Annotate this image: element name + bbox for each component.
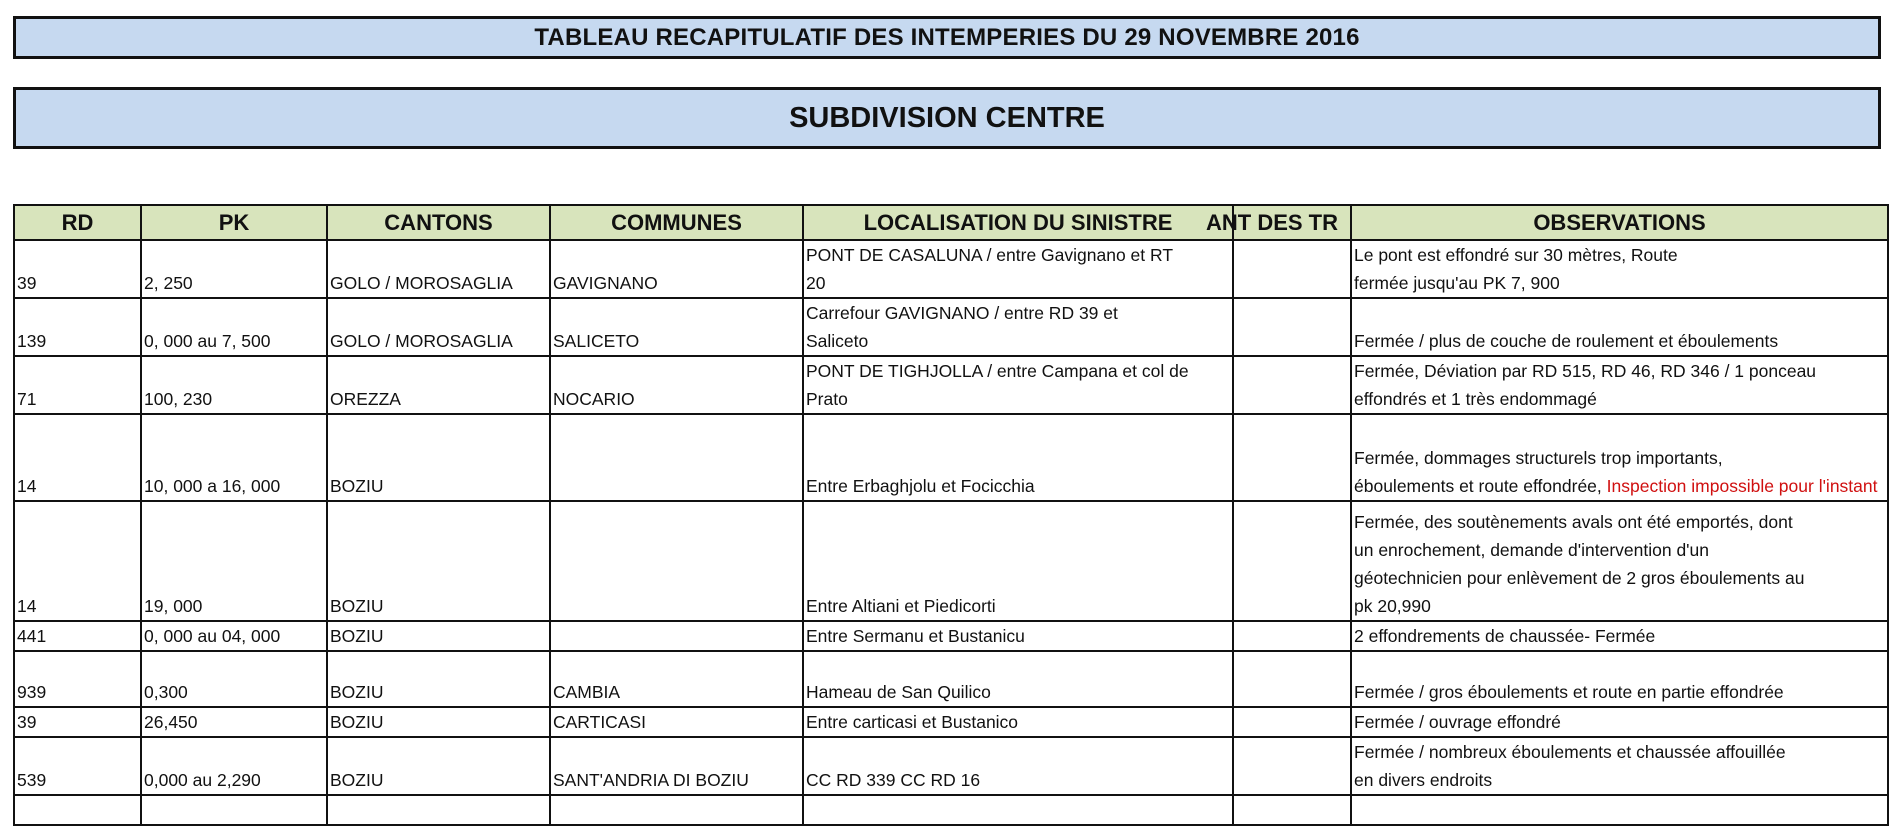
- observation-text: Fermée / plus de couche de roulement et éboulements: [1354, 331, 1779, 351]
- table-row: [14, 414, 1888, 501]
- cell-canton[interactable]: BOZIU: [327, 707, 550, 737]
- cell-rd[interactable]: 71: [14, 356, 141, 414]
- localisation-line: Entre Sermanu et Bustanicu: [806, 626, 1025, 646]
- column-header-communes[interactable]: COMMUNES: [550, 205, 803, 240]
- cell-canton[interactable]: BOZIU: [327, 737, 550, 795]
- cell-commune[interactable]: NOCARIO: [550, 356, 803, 414]
- cell-localisation[interactable]: [803, 240, 1233, 298]
- observation-text: géotechnicien pour enlèvement de 2 gros éboulements au: [1354, 568, 1805, 588]
- localisation-line: CC RD 339 CC RD 16: [806, 770, 981, 790]
- cell-observations[interactable]: [1351, 651, 1888, 707]
- cell-canton[interactable]: BOZIU: [327, 621, 550, 651]
- cell-empty[interactable]: [327, 795, 550, 825]
- cell-montant[interactable]: [1233, 707, 1351, 737]
- localisation-line: Saliceto: [806, 331, 869, 351]
- cell-montant[interactable]: [1233, 240, 1351, 298]
- cell-montant[interactable]: [1233, 414, 1351, 501]
- observation-line: [1354, 738, 1885, 766]
- observation-text: Le pont est effondré sur 30 mètres, Route: [1354, 245, 1678, 265]
- observation-line: [1354, 622, 1885, 650]
- cell-rd[interactable]: 39: [14, 240, 141, 298]
- column-header-localisation[interactable]: LOCALISATION DU SINISTRE: [803, 205, 1233, 240]
- table-header-row: [14, 205, 1888, 240]
- observation-text: Fermée, des soutènements avals ont été emportés, dont: [1354, 512, 1793, 532]
- cell-rd[interactable]: 39: [14, 707, 141, 737]
- table-row: [14, 240, 1888, 298]
- column-header-montant[interactable]: [1206, 205, 1351, 240]
- observation-text: éboulements et route effondrée,: [1354, 476, 1607, 496]
- cell-empty[interactable]: [550, 795, 803, 825]
- cell-pk[interactable]: 2, 250: [141, 240, 327, 298]
- observation-text: Fermée / gros éboulements et route en partie effondrée: [1354, 682, 1784, 702]
- observation-line: [1354, 444, 1885, 472]
- cell-commune[interactable]: [550, 621, 803, 651]
- observation-line: [1354, 678, 1885, 706]
- observation-line: [1354, 536, 1885, 564]
- cell-rd[interactable]: 939: [14, 651, 141, 707]
- cell-pk[interactable]: 100, 230: [141, 356, 327, 414]
- table-row: [14, 707, 1888, 737]
- table-row: [14, 737, 1888, 795]
- cell-rd[interactable]: 441: [14, 621, 141, 651]
- localisation-line: Hameau de San Quilico: [806, 682, 991, 702]
- cell-commune[interactable]: SANT'ANDRIA DI BOZIU: [550, 737, 803, 795]
- localisation-line: PONT DE TIGHJOLLA / entre Campana et col de: [806, 361, 1189, 381]
- observation-text: un enrochement, demande d'intervention d'un: [1354, 540, 1709, 560]
- cell-localisation[interactable]: [803, 651, 1233, 707]
- observation-line: [1354, 357, 1885, 385]
- cell-localisation[interactable]: [803, 356, 1233, 414]
- cell-pk[interactable]: 19, 000: [141, 501, 327, 621]
- localisation-line: Carrefour GAVIGNANO / entre RD 39 et: [806, 303, 1118, 323]
- cell-observations[interactable]: [1351, 737, 1888, 795]
- observation-warning-text: Inspection impossible pour l'instant: [1606, 476, 1878, 496]
- observation-line: [1354, 564, 1885, 592]
- cell-canton[interactable]: GOLO / MOROSAGLIA: [327, 298, 550, 356]
- table-row-partial: [14, 795, 1888, 825]
- cell-canton[interactable]: OREZZA: [327, 356, 550, 414]
- cell-observations[interactable]: [1351, 356, 1888, 414]
- column-header-cantons[interactable]: CANTONS: [327, 205, 550, 240]
- cell-pk[interactable]: 10, 000 a 16, 000: [141, 414, 327, 501]
- localisation-line: Prato: [806, 389, 848, 409]
- intemperies-table: [13, 204, 1889, 826]
- cell-montant[interactable]: [1233, 356, 1351, 414]
- cell-empty[interactable]: [803, 795, 1233, 825]
- observation-text: 2 effondrements de chaussée- Fermée: [1354, 626, 1656, 646]
- cell-commune[interactable]: CARTICASI: [550, 707, 803, 737]
- report-title: TABLEAU RECAPITULATIF DES INTEMPERIES DU 29 NOVEMBRE 2016: [13, 16, 1881, 59]
- observation-text: pk 20,990: [1354, 596, 1431, 616]
- cell-commune[interactable]: SALICETO: [550, 298, 803, 356]
- observation-text: Fermée, dommages structurels trop importants,: [1354, 448, 1723, 468]
- observation-text: effondrés et 1 très endommagé: [1354, 389, 1597, 409]
- cell-rd[interactable]: 539: [14, 737, 141, 795]
- observation-text: Fermée, Déviation par RD 515, RD 46, RD 346 / 1 ponceau: [1354, 361, 1817, 381]
- table-row: [14, 298, 1888, 356]
- cell-commune[interactable]: [550, 501, 803, 621]
- observation-text: Fermée / nombreux éboulements et chaussée affouillée: [1354, 742, 1786, 762]
- observation-text: en divers endroits: [1354, 770, 1493, 790]
- cell-canton[interactable]: BOZIU: [327, 651, 550, 707]
- cell-observations[interactable]: [1351, 621, 1888, 651]
- cell-canton[interactable]: BOZIU: [327, 414, 550, 501]
- cell-commune[interactable]: CAMBIA: [550, 651, 803, 707]
- localisation-line: Entre Erbaghjolu et Focicchia: [806, 476, 1035, 496]
- cell-empty[interactable]: [141, 795, 327, 825]
- cell-empty[interactable]: [14, 795, 141, 825]
- cell-observations[interactable]: [1351, 240, 1888, 298]
- cell-rd[interactable]: 139: [14, 298, 141, 356]
- observation-line: [1354, 269, 1885, 297]
- observation-line: [1354, 592, 1885, 620]
- observation-text: Fermée / ouvrage effondré: [1354, 712, 1561, 732]
- cell-montant[interactable]: [1233, 501, 1351, 621]
- cell-rd[interactable]: 14: [14, 414, 141, 501]
- table-row: [14, 501, 1888, 621]
- column-header-observations[interactable]: OBSERVATIONS: [1351, 205, 1888, 240]
- column-header-pk[interactable]: PK: [141, 205, 327, 240]
- cell-montant[interactable]: [1233, 621, 1351, 651]
- cell-localisation[interactable]: [803, 414, 1233, 501]
- observation-line: [1354, 385, 1885, 413]
- table-row: [14, 356, 1888, 414]
- observation-text: fermée jusqu'au PK 7, 900: [1354, 273, 1560, 293]
- cell-observations[interactable]: [1351, 501, 1888, 621]
- observation-line: [1354, 241, 1885, 269]
- cell-commune[interactable]: [550, 414, 803, 501]
- cell-pk[interactable]: 26,450: [141, 707, 327, 737]
- observation-line: [1354, 708, 1885, 736]
- observation-line: [1354, 508, 1885, 536]
- localisation-line: PONT DE CASALUNA / entre Gavignano et RT: [806, 245, 1174, 265]
- cell-observations[interactable]: [1351, 414, 1888, 501]
- localisation-line: Entre Altiani et Piedicorti: [806, 596, 996, 616]
- column-header-montant-label: ANT DES TR: [1206, 209, 1338, 235]
- cell-pk[interactable]: 0,300: [141, 651, 327, 707]
- cell-observations[interactable]: [1351, 707, 1888, 737]
- cell-localisation[interactable]: [803, 707, 1233, 737]
- cell-montant[interactable]: [1233, 298, 1351, 356]
- cell-empty[interactable]: [1233, 795, 1351, 825]
- observation-line: [1354, 472, 1885, 500]
- cell-localisation[interactable]: [803, 737, 1233, 795]
- cell-empty[interactable]: [1351, 795, 1888, 825]
- observation-line: [1354, 766, 1885, 794]
- subdivision-title: SUBDIVISION CENTRE: [13, 87, 1881, 149]
- cell-commune[interactable]: GAVIGNANO: [550, 240, 803, 298]
- cell-canton[interactable]: BOZIU: [327, 501, 550, 621]
- cell-canton[interactable]: GOLO / MOROSAGLIA: [327, 240, 550, 298]
- localisation-line: 20: [806, 273, 826, 293]
- cell-pk[interactable]: 0,000 au 2,290: [141, 737, 327, 795]
- cell-observations[interactable]: [1351, 298, 1888, 356]
- localisation-line: Entre carticasi et Bustanico: [806, 712, 1019, 732]
- cell-pk[interactable]: 0, 000 au 7, 500: [141, 298, 327, 356]
- table-row: [14, 621, 1888, 651]
- column-header-rd[interactable]: RD: [14, 205, 141, 240]
- cell-localisation[interactable]: [803, 621, 1233, 651]
- cell-montant[interactable]: [1233, 651, 1351, 707]
- cell-localisation[interactable]: [803, 298, 1233, 356]
- cell-montant[interactable]: [1233, 737, 1351, 795]
- cell-rd[interactable]: 14: [14, 501, 141, 621]
- observation-line: [1354, 327, 1885, 355]
- table-row: [14, 651, 1888, 707]
- cell-localisation[interactable]: [803, 501, 1233, 621]
- cell-pk[interactable]: 0, 000 au 04, 000: [141, 621, 327, 651]
